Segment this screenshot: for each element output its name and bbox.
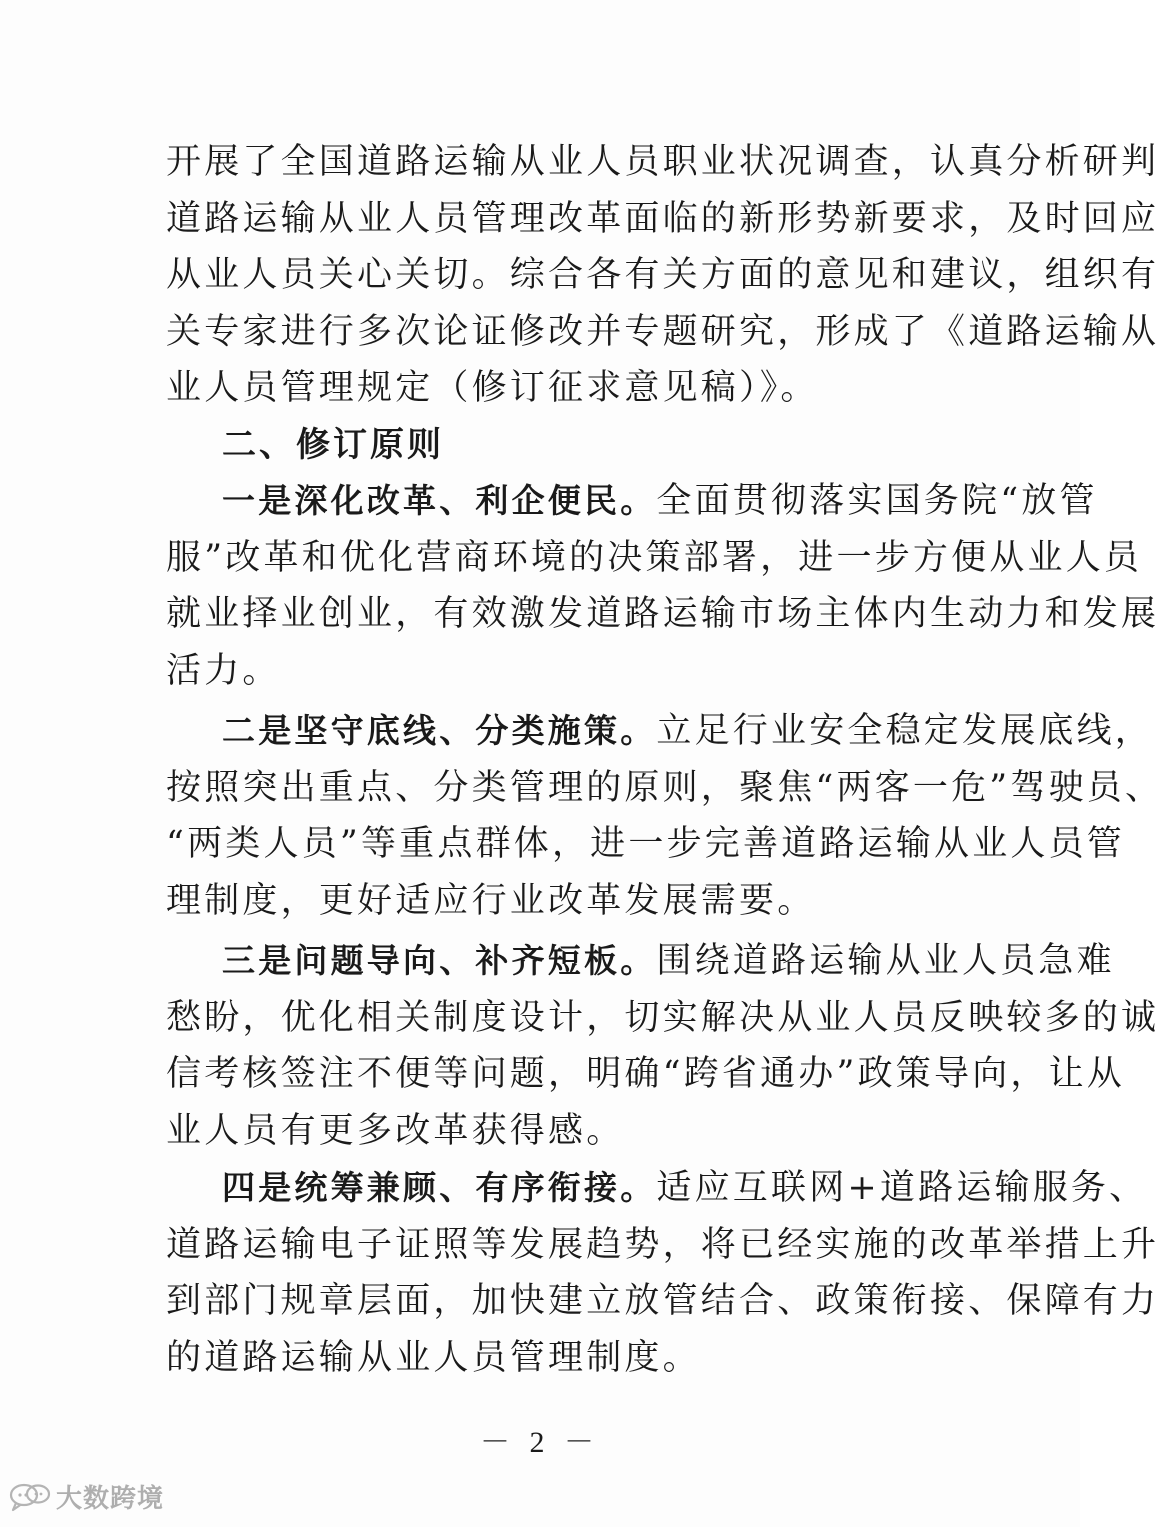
paragraph-first-line [166,933,1115,990]
watermark-text: 大数跨境 [56,1484,165,1514]
paragraph-line: 开展了全国道路运输从业人员职业状况调查，认真分析研判 [166,142,1160,182]
page-number: － 2 － [480,1426,600,1459]
paragraph-first-line [166,473,1098,530]
paragraph-line: 就业择业创业，有效激发道路运输市场主体内生动力和发展 [166,594,1160,634]
paragraph-line: 活力。 [166,650,281,691]
intro-paragraph [166,134,1160,417]
principle-paragraph-2 [166,703,1163,929]
paragraph-line: 业人员有更多改革获得感。 [166,1110,625,1151]
paragraph-line: 愁盼，优化相关制度设计，切实解决从业人员反映较多的诚 [166,997,1160,1038]
principle-lead: 二是坚守底线、分类施策。 [222,711,657,750]
paragraph-line: 的道路运输从业人员管理制度。 [166,1337,701,1378]
paragraph-line: 理制度，更好适应行业改革发展需要。 [166,880,816,921]
paragraph-first-line [166,703,1154,760]
principle-lead: 一是深化改革、利企便民。 [222,481,657,520]
watermark [8,1478,164,1515]
paragraph-line: 道路运输电子证照等发展趋势，将已经实施的改革举措上升 [166,1224,1160,1265]
chat-bubble-logo-icon [8,1480,52,1514]
paragraph-line: 信考核签注不便等问题，明确“跨省通办”政策导向，让从 [166,1054,1125,1094]
principle-paragraph-3 [166,933,1160,1159]
paragraph-line: “两类人员”等重点群体，进一步完善道路运输从业人员管 [166,824,1125,864]
paragraph-line: 从业人员关心关切。综合各有关方面的意见和建议，组织有 [166,255,1160,295]
paragraph-text: 围绕道路运输从业人员急难 [656,941,1115,981]
paragraph-line: 关专家进行多次论证修改并专题研究，形成了《道路运输从 [166,311,1160,352]
principle-lead: 三是问题导向、补齐短板。 [222,941,657,980]
paragraph-line: 道路运输从业人员管理改革面临的新形势新要求，及时回应 [166,198,1160,239]
principle-paragraph-1 [166,473,1160,699]
section-heading: 二、修订原则 [222,425,444,465]
paragraph-text: 立足行业安全稳定发展底线， [656,711,1154,751]
paragraph-text: 适应互联网+道路运输服务、 [656,1168,1148,1208]
paragraph-text: 全面贯彻落实国务院“放管 [656,481,1098,521]
paragraph-line: 到部门规章层面，加快建立放管结合、政策衔接、保障有力 [166,1281,1160,1321]
paragraph-line: 服”改革和优化营商环境的决策部署，进一步方便从业人员 [166,537,1143,578]
paragraph-first-line [166,1160,1148,1217]
paragraph-line: 业人员管理规定（修订征求意见稿）》。 [166,368,819,408]
principle-paragraph-4 [166,1160,1160,1386]
paragraph-line: 按照突出重点、分类管理的原则，聚焦“两客一危”驾驶员、 [166,767,1163,808]
principle-lead: 四是统筹兼顾、有序衔接。 [222,1168,657,1207]
